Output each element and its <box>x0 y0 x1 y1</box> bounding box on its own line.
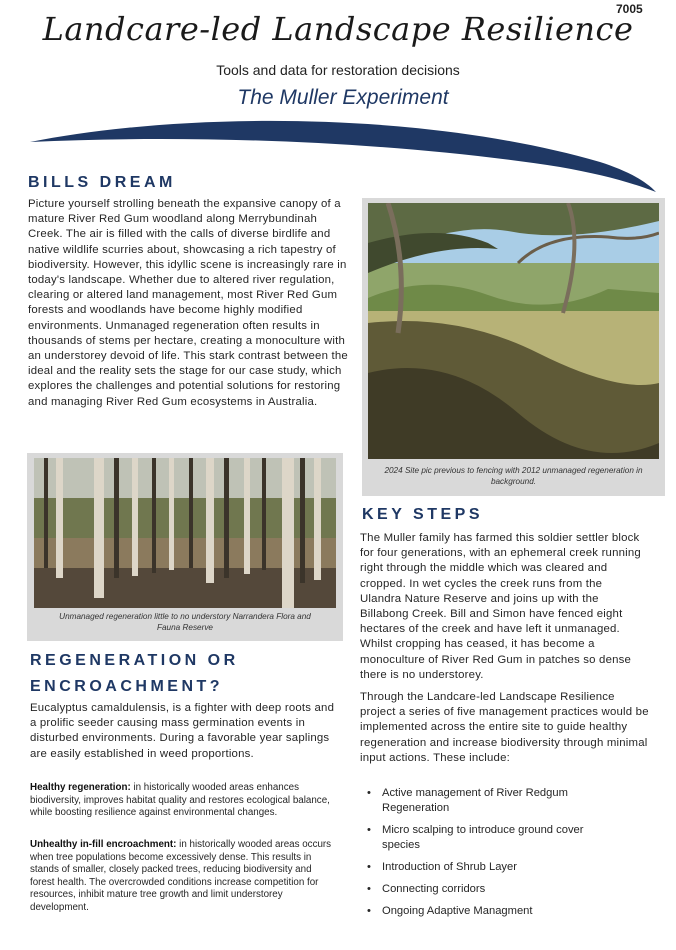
list-item-text: Connecting corridors <box>382 883 486 895</box>
regeneration-intro: Eucalyptus camaldulensis, is a fighter with deep roots and a prolific seeder causing mass germination events in disturbed environments. During a favorable year saplings are easily established in weed proportions. <box>30 702 335 760</box>
list-item-text: Micro scalping to introduce ground cover species <box>382 824 584 851</box>
list-item-text: Introduction of Shrub Layer <box>382 861 517 873</box>
bullet-icon: • <box>367 787 371 799</box>
list-item-text: Ongoing Adaptive Managment <box>382 905 533 917</box>
unhealthy-encroachment-label: Unhealthy in-fill encroachment: <box>30 839 177 850</box>
healthy-regeneration-text: in historically wooded areas enhances biodiversity, improves habitat quality and restores ecological balance, while boosting resilience against environmental changes. <box>30 782 330 819</box>
healthy-regeneration-label: Healthy regeneration: <box>30 782 131 793</box>
page-number: 7005 <box>616 2 643 16</box>
creek-site-photo <box>368 203 659 459</box>
right-photo-frame <box>362 198 665 496</box>
forest-regeneration-photo <box>34 458 336 608</box>
bullet-icon: • <box>367 824 371 836</box>
bullet-icon: • <box>367 905 371 917</box>
regeneration-heading-line1: REGENERATION OR <box>30 652 239 669</box>
healthy-regeneration-note <box>30 782 335 820</box>
page-subtitle: Tools and data for restoration decisions <box>216 62 460 78</box>
list-item <box>364 904 624 919</box>
bills-dream-text: Picture yourself strolling beneath the expansive canopy of a mature River Red Gum woodland along Merrybundinah Creek. The air is filled with the calls of diverse birdlife and native wildlife scurries about, showcasing a rich tapestry of biodiversity. However, this idyllic scene is increasingly rare in today's landscape. Whether due to altered river regulation, clearing or altered land management, most River Red Gum forests and woodlands have become highly modified environments. Unmanaged regeneration often results in thousands of stems per hectare, creating a monoculture with an understorey devoid of life. This stark contrast between the ideal and the reality sets the stage for our case study, which explores the challenges and potential solutions for restoring and managing River Red Gum ecosystems in Australia. <box>28 198 348 408</box>
list-item <box>364 823 624 853</box>
unhealthy-encroachment-note <box>30 839 335 915</box>
experiment-title: The Muller Experiment <box>237 86 449 109</box>
key-steps-paragraph-1: The Muller family has farmed this soldier settler block for four generations, with an ephemeral creek running right through the middle which was cleared and cropped. In wet cycles the creek runs from the Ulandra Nature Reserve and joins up with the Billabong Creek. Bill and Simon have fenced eight hectares of the creek and have left it unmanaged. Whilst cropping has ceased, it has become a monoculture of River Red Gum in patches so dense there is no understorey. <box>360 532 641 681</box>
key-steps-heading: KEY STEPS <box>362 506 484 523</box>
page-title: Landcare-led Landscape Resilience <box>42 10 634 48</box>
left-photo-caption: Unmanaged regeneration little to no understory Narrandera Flora and Fauna Reserve <box>59 612 311 632</box>
management-practices-list <box>364 786 624 926</box>
list-item-text: Active management of River Redgum Regeneration <box>382 787 568 814</box>
list-item <box>364 786 624 816</box>
regeneration-heading-line2: ENCROACHMENT? <box>30 678 224 695</box>
bullet-icon: • <box>367 861 371 873</box>
bills-dream-heading: BILLS DREAM <box>28 174 176 191</box>
bullet-icon: • <box>367 883 371 895</box>
unhealthy-encroachment-text: in historically wooded areas occurs when tree populations become excessively dense. This results in stands of smaller, closely packed trees, reducing biodiversity and forest health. The overcrowded conditions increase competition for resources, inhibit mature tree growth and limit understorey development. <box>30 839 332 913</box>
right-photo-caption: 2024 Site pic previous to fencing with 2012 unmanaged regeneration in background. <box>384 466 643 486</box>
list-item <box>364 882 624 897</box>
list-item <box>364 860 624 875</box>
key-steps-paragraph-2: Through the Landcare-led Landscape Resilience project a series of five management practices would be implemented across the entire site to guide healthy regeneration and increase biodiversity through minimal input actions. These include: <box>360 691 649 764</box>
left-photo-frame <box>27 453 343 641</box>
